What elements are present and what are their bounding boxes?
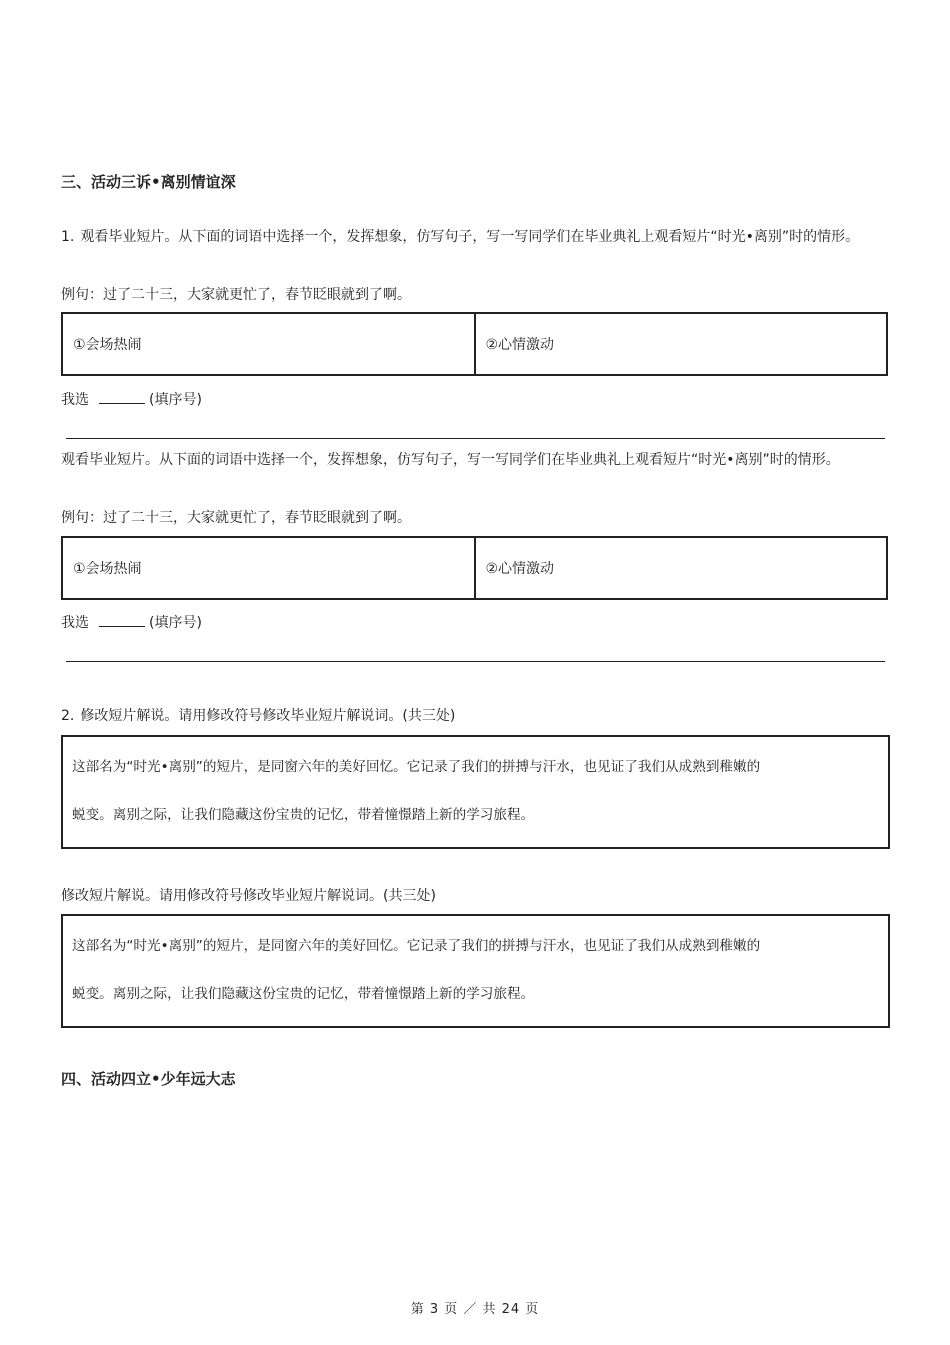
question-1-text: 观看毕业短片。从下面的词语中选择一个，发挥想象，仿写句子，写一写同学们在毕业典礼上观看短片“时光•离别”时的情形。 — [80, 229, 860, 245]
question-2-number: 2. — [61, 708, 75, 724]
answer-line[interactable] — [66, 438, 885, 439]
option-1: ①会场热闹 — [73, 561, 142, 577]
choice-blank[interactable] — [99, 614, 145, 627]
passage-line-2: 蜕变。离别之际，让我们隐藏这份宝贵的记忆，带着憧憬踏上新的学习旅程。 — [72, 986, 535, 1002]
question-2-passage-box — [61, 735, 890, 849]
question-1-repeat-example: 例句：过了二十三，大家就更忙了，春节眨眼就到了啊。 — [61, 510, 411, 526]
choose-hint: (填序号) — [149, 392, 202, 408]
option-2: ②心情激动 — [474, 538, 887, 598]
option-1: ①会场热闹 — [73, 337, 142, 353]
question-1-example: 例句：过了二十三，大家就更忙了，春节眨眼就到了啊。 — [61, 287, 411, 303]
question-1-number: 1. — [61, 229, 75, 245]
passage-line-1: 这部名为“时光•离别”的短片，是同窗六年的美好回忆。它记录了我们的拼搏与汗水，也见证了我们从成熟到稚嫩的 — [72, 938, 761, 954]
passage-line-2: 蜕变。离别之际，让我们隐藏这份宝贵的记忆，带着憧憬踏上新的学习旅程。 — [72, 807, 535, 823]
question-2-repeat-passage-box — [61, 914, 890, 1028]
passage-line-1: 这部名为“时光•离别”的短片，是同窗六年的美好回忆。它记录了我们的拼搏与汗水，也见证了我们从成熟到稚嫩的 — [72, 759, 761, 775]
question-2-prompt — [61, 706, 455, 726]
section-heading-4: 四、活动四立•少年远大志 — [61, 1070, 236, 1088]
choice-blank[interactable] — [99, 391, 145, 404]
choose-label: 我选 — [61, 615, 89, 631]
question-1-prompt — [61, 223, 891, 251]
question-1-repeat-options-table — [61, 536, 888, 600]
question-1-repeat-choose — [61, 613, 202, 633]
option-2: ②心情激动 — [474, 314, 887, 374]
question-2-text: 修改短片解说。请用修改符号修改毕业短片解说词。(共三处) — [80, 708, 456, 724]
question-1-choose — [61, 390, 202, 410]
question-1-options-table — [61, 312, 888, 376]
choose-label: 我选 — [61, 392, 89, 408]
question-2-repeat-prompt: 修改短片解说。请用修改符号修改毕业短片解说词。(共三处) — [61, 888, 436, 904]
choose-hint: (填序号) — [149, 615, 202, 631]
section-heading-3: 三、活动三诉•离别情谊深 — [61, 173, 236, 191]
question-1-repeat-prompt: 观看毕业短片。从下面的词语中选择一个，发挥想象，仿写句子，写一写同学们在毕业典礼上观看短片“时光•离别”时的情形。 — [61, 452, 840, 468]
page-footer: 第 3 页 ／ 共 24 页 — [410, 1302, 540, 1317]
answer-line[interactable] — [66, 661, 885, 662]
